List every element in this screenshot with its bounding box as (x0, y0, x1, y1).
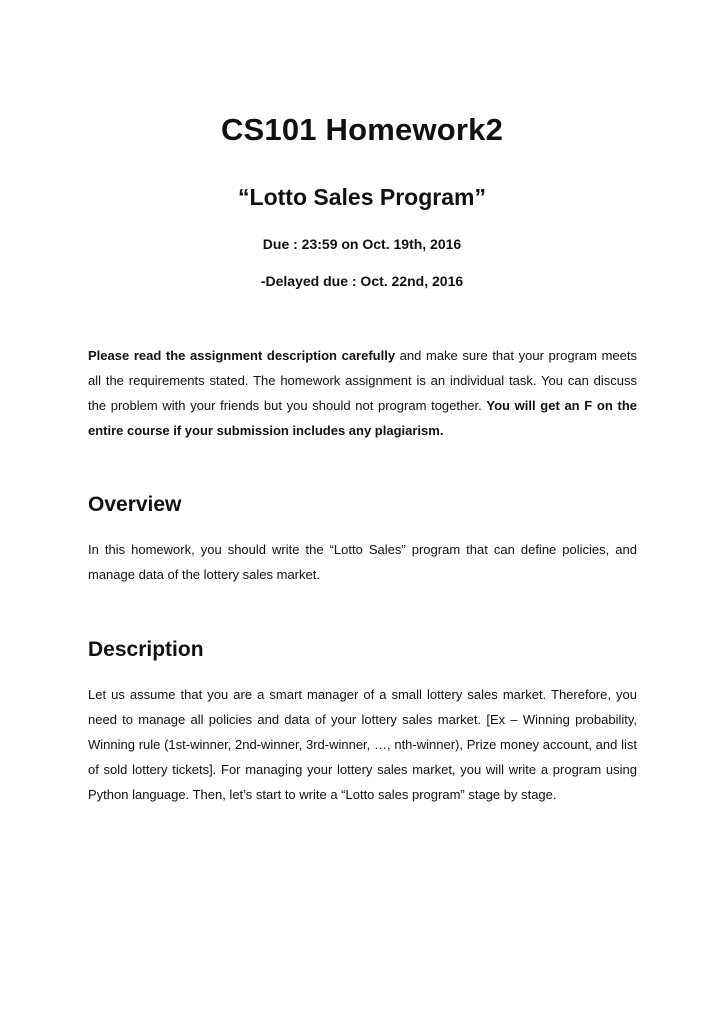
intro-paragraph (88, 343, 637, 443)
overview-paragraph: In this homework, you should write the “Lotto Sales” program that can define policies, and manage data of the lottery sales market. (88, 542, 637, 582)
intro-bold-start: Please read the assignment description carefully (88, 348, 396, 363)
delayed-due-date: -Delayed due : Oct. 22nd, 2016 (260, 273, 464, 289)
overview-heading: Overview (88, 493, 182, 516)
document-title: CS101 Homework2 (220, 112, 504, 147)
due-date: Due : 23:59 on Oct. 19th, 2016 (262, 236, 462, 252)
intro-bold-end: You will get an F on the entire course if your submission includes any plagiarism. (88, 398, 637, 438)
intro-text: and make sure that your program meets all the requirements stated. The homework assignment is an individual task. You can discuss the problem with your friends but you should not program together. (88, 348, 637, 413)
description-heading: Description (88, 638, 204, 661)
document-subtitle: “Lotto Sales Program” (238, 184, 486, 210)
description-paragraph: Let us assume that you are a smart manager of a small lottery sales market. Therefore, you need to manage all policies and data of your lottery sales market. [Ex – Winning probability, Winning rule (1st-winner, 2nd-winner, 3rd-winner, …, nth-winner), Prize money account, and list of sold lottery tickets]. For managing your lottery sales market, you will write a program using Python language. Then, let’s start to write a “Lotto sales program” stage by stage. (88, 687, 637, 802)
